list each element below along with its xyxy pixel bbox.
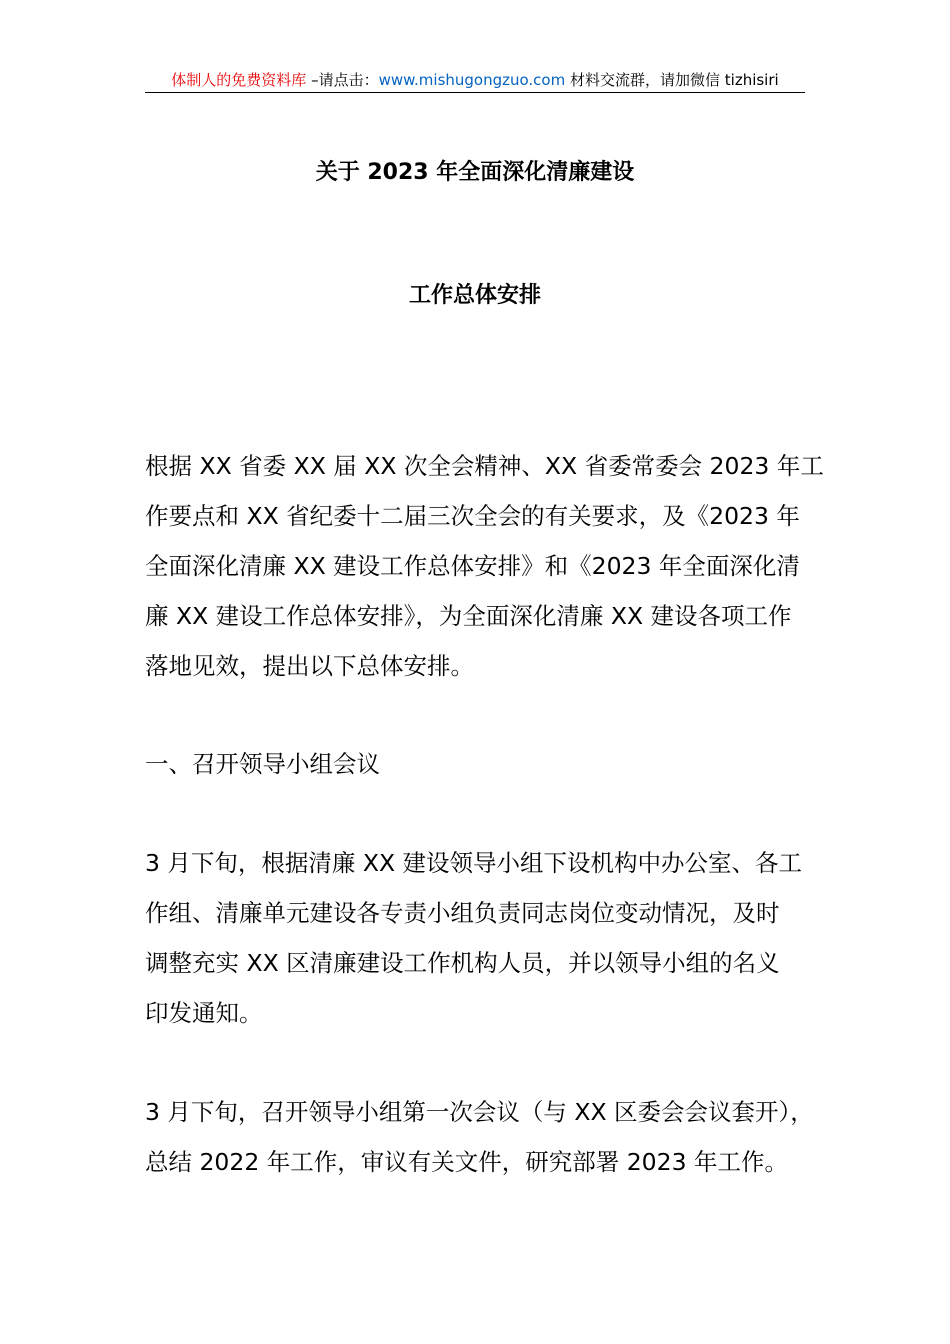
paragraph-section1-b bbox=[145, 1087, 814, 1187]
paragraph-line: 总结 2022 年工作，审议有关文件，研究部署 2023 年工作。 bbox=[145, 1148, 788, 1176]
paragraph-line: 作要点和 XX 省纪委十二届三次全会的有关要求，及《2023 年 bbox=[145, 502, 800, 530]
page-header bbox=[145, 68, 805, 93]
paragraph-intro bbox=[145, 441, 824, 691]
header-url-link[interactable]: www.mishugongzuo.com bbox=[378, 71, 566, 89]
paragraph-line: 调整充实 XX 区清廉建设工作机构人员，并以领导小组的名义 bbox=[145, 949, 780, 977]
paragraph-line: 3 月下旬，召开领导小组第一次会议（与 XX 区委会会议套开）， bbox=[145, 1098, 814, 1126]
header-tail-text: 材料交流群，请加微信 tizhisiri bbox=[565, 71, 779, 89]
paragraph-line: 全面深化清廉 XX 建设工作总体安排》和《2023 年全面深化清 bbox=[145, 552, 800, 580]
paragraph-line: 根据 XX 省委 XX 届 XX 次全会精神、XX 省委常委会 2023 年工 bbox=[145, 452, 824, 480]
paragraph-line: 落地见效，提出以下总体安排。 bbox=[145, 652, 474, 680]
paragraph-line: 印发通知。 bbox=[145, 999, 263, 1027]
document-title-line1: 关于 2023 年全面深化清廉建设 bbox=[315, 160, 635, 185]
document-title-line2: 工作总体安排 bbox=[408, 283, 541, 308]
header-brand: 体制人的免费资料库 bbox=[171, 71, 307, 89]
paragraph-section1-a bbox=[145, 838, 810, 1038]
section-heading-1: 一、召开领导小组会议 bbox=[145, 750, 380, 778]
paragraph-line: 廉 XX 建设工作总体安排》，为全面深化清廉 XX 建设各项工作 bbox=[145, 602, 792, 630]
header-separator: –请点击： bbox=[306, 71, 379, 89]
paragraph-line: 作组、清廉单元建设各专责小组负责同志岗位变动情况，及时 bbox=[145, 899, 780, 927]
paragraph-line: 3 月下旬，根据清廉 XX 建设领导小组下设机构中办公室、各工 bbox=[145, 849, 803, 877]
